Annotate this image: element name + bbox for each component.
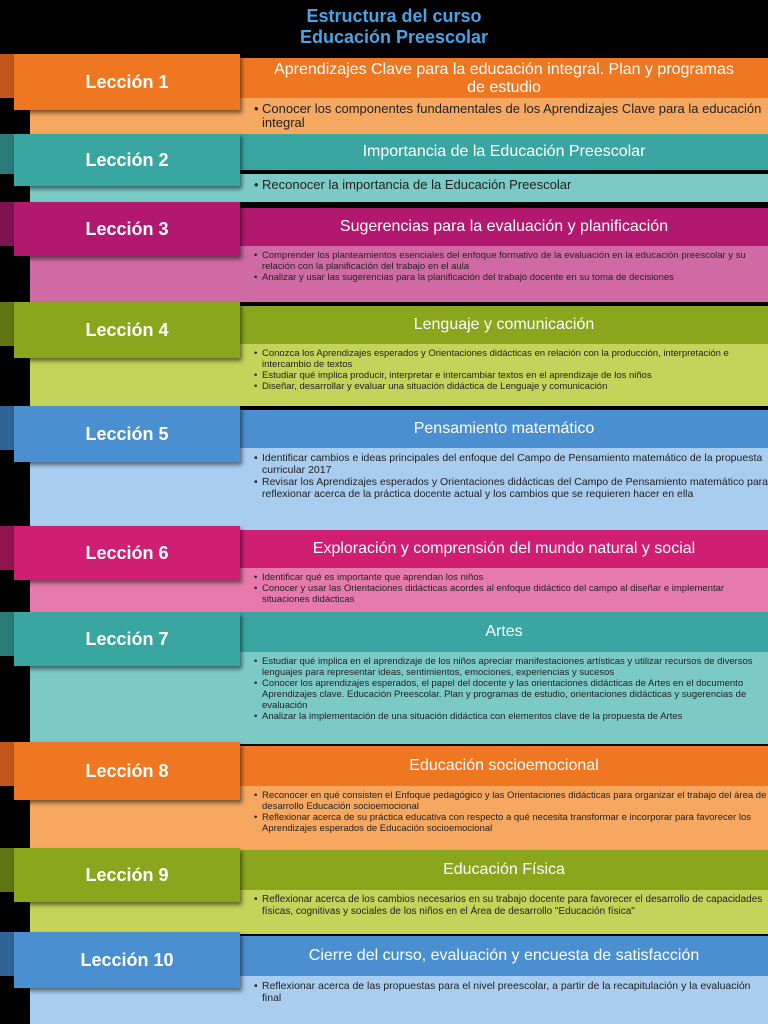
- lesson-7-label: Lección 7: [85, 628, 169, 649]
- lesson-7: [0, 612, 768, 744]
- lesson-5-bullet-1: • Identificar cambios e ideas principales del enfoque del Campo de Pensamiento matemático de la propuesta curricular 2017: [254, 452, 768, 476]
- lesson-4-bullet-2: • Estudiar qué implica producir, interpretar e intercambiar textos en el aprendizaje de los niños: [254, 370, 768, 381]
- lesson-2-label-box: [14, 134, 240, 186]
- lesson-6-label-box: [14, 526, 240, 580]
- lesson-2-heading: Importancia de la Educación Preescolar: [362, 143, 646, 160]
- lesson-10-label-box: [14, 932, 240, 988]
- lesson-7-label-box: [14, 612, 240, 666]
- lesson-10-heading: Cierre del curso, evaluación y encuesta de satisfacción: [308, 947, 700, 964]
- lesson-8-bullet-2: • Reflexionar acerca de su práctica educativa con respecto a qué necesita transformar e incorporar para favorecer los Aprendizajes esperados de Educación socioemocional: [254, 812, 768, 834]
- lesson-9: [0, 848, 768, 934]
- lesson-8-heading: Educación socioemocional: [409, 757, 599, 774]
- lesson-6: [0, 526, 768, 614]
- lesson-7-bullet-2: • Conocer los aprendizajes esperados, el papel del docente y las orientaciones didácticas de Artes en el documento Aprendizajes clave. Educación Preescolar. Plan y programas de estudio, orientaciones didácticas y sugerencias de evaluación: [254, 678, 768, 711]
- lesson-1-heading-bar: [240, 58, 768, 100]
- lesson-10-tab: [0, 932, 14, 976]
- lesson-10: [0, 932, 768, 1024]
- lesson-4-label-box: [14, 302, 240, 358]
- lesson-8-heading-bar: [240, 746, 768, 786]
- lesson-7-heading-bar: [240, 612, 768, 652]
- lesson-6-body: [240, 568, 768, 614]
- lesson-3-heading: Sugerencias para la evaluación y planificación: [339, 218, 669, 235]
- lesson-9-label: Lección 9: [85, 864, 169, 885]
- lesson-6-heading-bar: [240, 530, 768, 568]
- lesson-9-heading-bar: [240, 850, 768, 890]
- lesson-4-heading-bar: [240, 306, 768, 344]
- lesson-7-heading: Artes: [485, 623, 523, 640]
- lesson-5-tab: [0, 406, 14, 450]
- lesson-2: [0, 134, 768, 204]
- lesson-4-label: Lección 4: [85, 319, 169, 340]
- lesson-6-bullet-1: • Identificar qué es importante que aprendan los niños: [254, 572, 768, 583]
- lesson-3-tab: [0, 202, 14, 246]
- lesson-4-bullet-1: • Conozca los Aprendizajes esperados y Orientaciones didácticas en relación con la producción, interpretación e intercambio de textos: [254, 348, 768, 370]
- lesson-5-label: Lección 5: [85, 423, 169, 444]
- lesson-5: [0, 406, 768, 530]
- lesson-1-bullet-1: • Conocer los componentes fundamentales de los Aprendizajes Clave para la educación integral: [254, 102, 768, 130]
- lesson-3-heading-bar: [240, 208, 768, 246]
- title-line-2: Educación Preescolar: [299, 27, 489, 47]
- lesson-5-heading: Pensamiento matemático: [413, 420, 595, 437]
- lesson-1-label: Lección 1: [85, 71, 169, 92]
- lesson-10-bullet-1: • Reflexionar acerca de las propuestas para el nivel preescolar, a partir de la recapitulación y la evaluación final: [254, 980, 768, 1004]
- lesson-10-body: [240, 976, 768, 1024]
- lesson-6-tab: [0, 526, 14, 570]
- lesson-3: [0, 202, 768, 302]
- lesson-1: [0, 54, 768, 136]
- lesson-2-body: [240, 174, 768, 202]
- lesson-4-heading: Lenguaje y comunicación: [413, 316, 595, 333]
- lesson-2-label: Lección 2: [85, 149, 169, 170]
- lesson-6-bullet-2: • Conocer y usar las Orientaciones didácticas acordes al enfoque didáctico del campo al diseñar e implementar situaciones didácticas: [254, 583, 768, 605]
- lesson-4-bullet-3: • Diseñar, desarrollar y evaluar una situación didáctica de Lenguaje y comunicación: [254, 381, 768, 392]
- lesson-10-heading-bar: [240, 936, 768, 976]
- lesson-9-body: [240, 890, 768, 934]
- lesson-4: [0, 302, 768, 406]
- lesson-5-heading-bar: [240, 410, 768, 448]
- course-structure-title: [0, 6, 768, 56]
- lesson-9-label-box: [14, 848, 240, 902]
- lesson-1-body: [240, 98, 768, 136]
- lesson-3-body: [240, 246, 768, 302]
- lesson-1-label-box: [14, 54, 240, 110]
- lesson-2-heading-bar: [240, 134, 768, 170]
- lesson-2-tab: [0, 134, 14, 174]
- lesson-7-bullet-3: • Analizar la implementación de una situación didáctica con elementos clave de la propuesta de Artes: [254, 711, 768, 722]
- lesson-3-bullet-2: • Analizar y usar las sugerencias para la planificación del trabajo docente en su toma de decisiones: [254, 272, 768, 283]
- title-line-1: Estructura del curso: [306, 6, 482, 26]
- lesson-7-bullet-1: • Estudiar qué implica en el aprendizaje de los niños apreciar manifestaciones artísticas y utilizar recursos de diversos lenguajes para representar ideas, sentimientos, emociones, experiencias y sucesos: [254, 656, 768, 678]
- lesson-3-label-box: [14, 202, 240, 256]
- lesson-8-label-box: [14, 742, 240, 800]
- lesson-6-label: Lección 6: [85, 542, 169, 563]
- lesson-8-label: Lección 8: [85, 760, 169, 781]
- lesson-7-tab: [0, 612, 14, 656]
- lesson-4-tab: [0, 302, 14, 346]
- lesson-5-label-box: [14, 406, 240, 462]
- lesson-2-bullet-1: • Reconocer la importancia de la Educación Preescolar: [254, 178, 768, 192]
- lesson-8-bullet-1: • Reconocer en qué consisten el Enfoque pedagógico y las Orientaciones didácticas para organizar el trabajo del área de desarrollo Educación socioemocional: [254, 790, 768, 812]
- lesson-8-tab: [0, 742, 14, 786]
- lesson-9-heading: Educación Física: [443, 861, 565, 878]
- lesson-5-body: [240, 448, 768, 530]
- lesson-1-tab: [0, 54, 14, 98]
- lesson-3-label: Lección 3: [85, 218, 169, 239]
- lesson-9-tab: [0, 848, 14, 892]
- lesson-3-bullet-1: • Comprender los planteamientos esenciales del enfoque formativo de la evaluación en la educación preescolar y su relación con la planificación del trabajo en el aula: [254, 250, 768, 272]
- lesson-4-body: [240, 344, 768, 406]
- lesson-6-heading: Exploración y comprensión del mundo natural y social: [312, 540, 696, 557]
- lesson-8-body: [240, 786, 768, 850]
- lesson-8: [0, 742, 768, 850]
- lesson-9-bullet-1: • Reflexionar acerca de los cambios necesarios en su trabajo docente para favorecer el desarrollo de capacidades físicas, cognitivas y sociales de los niños en el Área de desarrollo "Educación física": [254, 894, 768, 918]
- lesson-10-label: Lección 10: [80, 949, 174, 970]
- lesson-1-heading: Aprendizajes Clave para la educación integral. Plan y programas de estudio: [274, 61, 734, 96]
- lesson-7-body: [240, 652, 768, 744]
- lesson-5-bullet-2: • Revisar los Aprendizajes esperados y Orientaciones didácticas del Campo de Pensamiento matemático para reflexionar acerca de la práctica docente actual y los cambios que se requieren hacer en ella: [254, 476, 768, 500]
